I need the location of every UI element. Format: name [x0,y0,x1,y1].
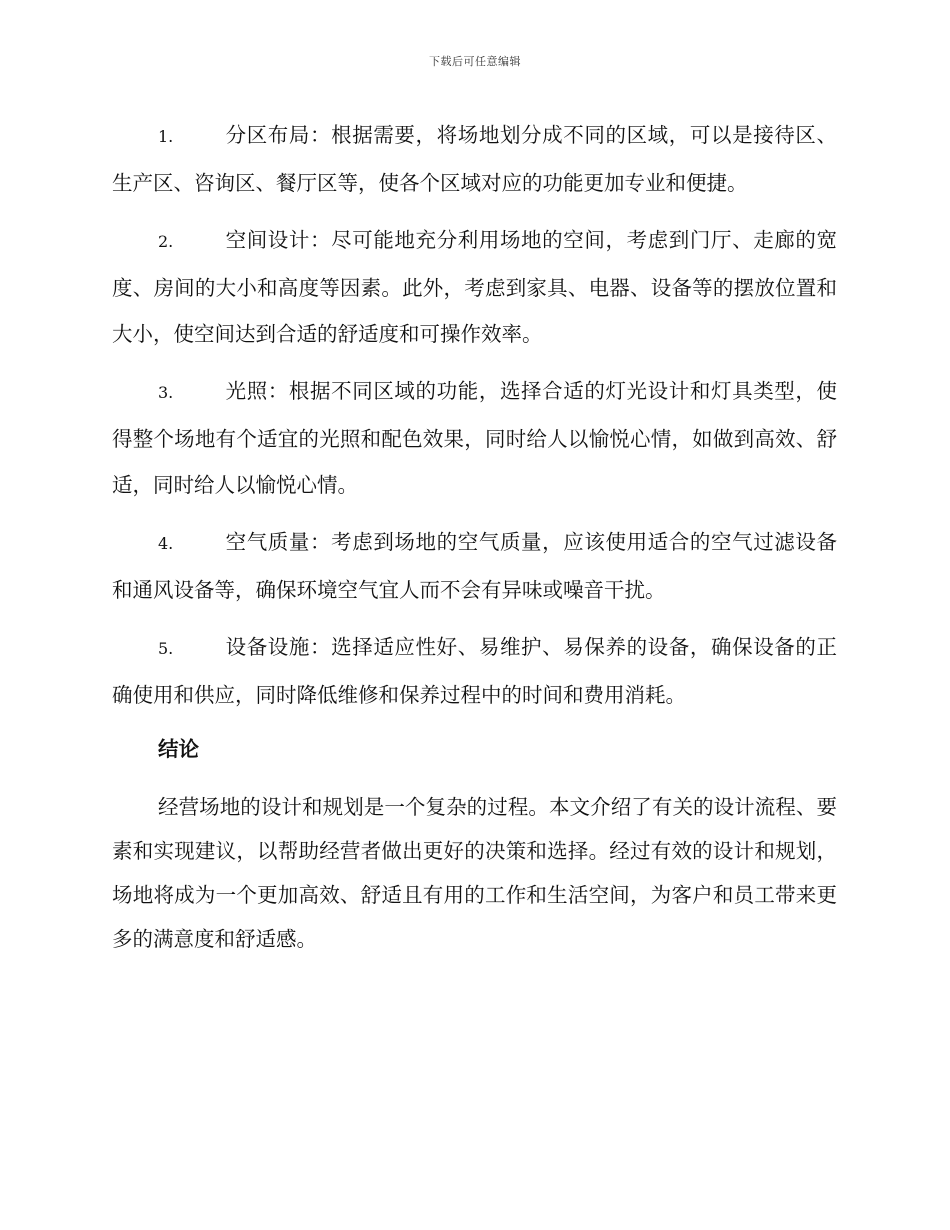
list-item [112,519,837,613]
list-item-number: 3. [158,383,174,402]
list-item-number: 2. [158,232,174,251]
conclusion-heading: 结论 [158,737,199,761]
list-item [112,217,837,357]
list-item-text: 光照：根据不同区域的功能，选择合适的灯光设计和灯具类型，使得整个场地有个适宜的光照和配色效果，同时给人以愉悦心情，如做到高效、舒适，同时给人以愉悦心情。 [112,379,837,497]
list-item-text: 空间设计：尽可能地充分利用场地的空间，考虑到门厅、走廊的宽度、房间的大小和高度等因素。此外，考虑到家具、电器、设备等的摆放位置和大小，使空间达到合适的舒适度和可操作效率。 [112,228,837,346]
list-item-number: 5. [158,639,174,658]
list-item-text: 分区布局：根据需要，将场地划分成不同的区域，可以是接待区、生产区、咨询区、餐厅区等，使各个区域对应的功能更加专业和便捷。 [112,123,837,195]
list-item-number: 4. [158,534,174,553]
conclusion-paragraph: 经营场地的设计和规划是一个复杂的过程。本文介绍了有关的设计流程、要素和实现建议，以帮助经营者做出更好的决策和选择。经过有效的设计和规划，场地将成为一个更加高效、舒适且有用的工作和生活空间，为客户和员工带来更多的满意度和舒适感。 [112,795,837,951]
page-header-note: 下载后可任意编辑 [429,55,521,68]
list-item-text: 设备设施：选择适应性好、易维护、易保养的设备，确保设备的正确使用和供应，同时降低维修和保养过程中的时间和费用消耗。 [112,635,837,707]
document-body [112,112,837,961]
list-item [112,112,837,206]
list-item-text: 空气质量：考虑到场地的空气质量，应该使用适合的空气过滤设备和通风设备等，确保环境空气宜人而不会有异味或噪音干扰。 [112,530,837,602]
list-item-number: 1. [158,127,174,146]
list-item [112,624,837,718]
list-item [112,368,837,508]
